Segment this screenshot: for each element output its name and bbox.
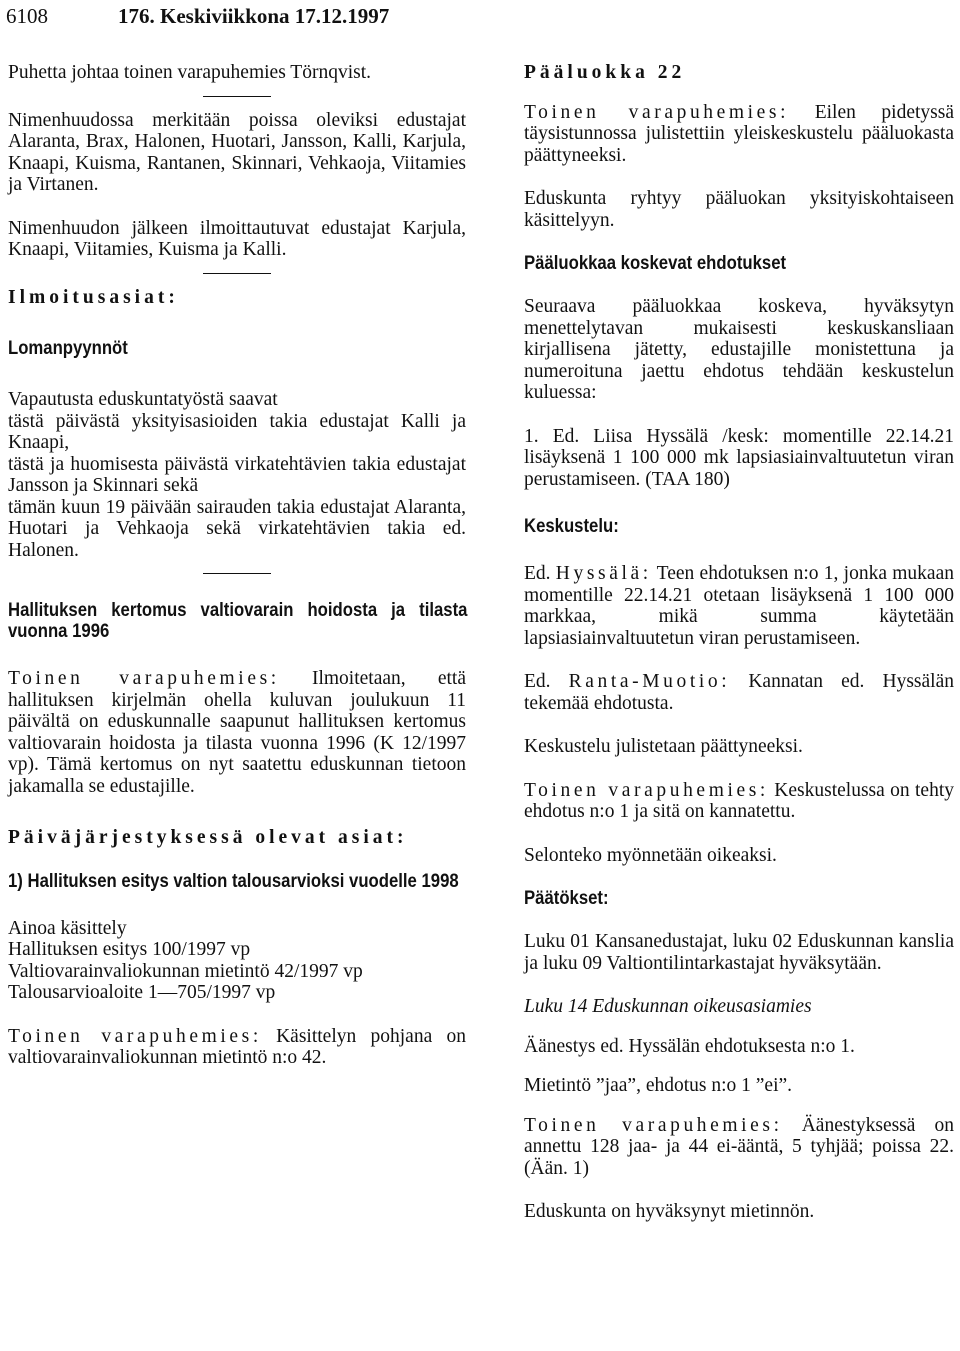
speech-paragraph (524, 102, 954, 167)
speech-text: Teen ehdotuksen n:o 1, jonka mukaan momentille 22.14.21 otetaan lisäyksenä 1 100 000 markkaa, mikä summa käytetään lapsiasiainvaltuutetun viran perustamiseen. (524, 563, 954, 649)
report-paragraph (8, 668, 466, 797)
procedure-paragraph: Eduskunta ryhtyy pääluokan yksityiskohtaiseen käsittelyyn. (524, 188, 954, 231)
agenda-detail: Ainoa käsittely (8, 917, 127, 939)
roll-call-absent: Nimenhuudossa merkitään poissa oleviksi edustajat Alaranta, Brax, Halonen, Huotari, Jansson, Kalli, Karjula, Knaapi, Kuisma, Rantanen, Skinnari, Vehkaoja, Viitamies ja Virtanen. (8, 109, 466, 195)
discussion-heading: Keskustelu: (524, 516, 619, 537)
chapter-heading: Luku 14 Eduskunnan oikeusasiamies (524, 996, 812, 1017)
speaker-name: Toinen varapuhemies: (8, 668, 280, 689)
agenda-detail: Talousarvioaloite 1—705/1997 vp (8, 982, 276, 1003)
leave-item: tämän kuun 19 päivään sairauden takia edustajat Alaranta, Huotari ja Vehkaoja sekä virkatehtävien takia ed. Halonen. (8, 496, 466, 561)
session-date: 176. Keskiviikkona 17.12.1997 (118, 4, 390, 28)
speaker-name: Toinen varapuhemies: (524, 101, 790, 123)
procedure-paragraph: Selonteko myönnetään oikeaksi. (524, 844, 777, 866)
agenda-detail: Hallituksen esitys 100/1997 vp (8, 939, 251, 960)
agenda-paragraph (8, 1026, 466, 1069)
roll-call-late: Nimenhuudon jälkeen ilmoittautuvat edustajat Karjula, Knaapi, Viitamies, Kuisma ja Kalli. (8, 217, 466, 260)
leave-item: tästä ja huomisesta päivästä virkatehtävien takia edustajat Jansson ja Skinnari sekä (8, 453, 466, 496)
chair-note: Puhetta johtaa toinen varapuhemies Törnqvist. (8, 62, 372, 83)
agenda-detail: Valtiovarainvaliokunnan mietintö 42/1997 vp (8, 960, 363, 982)
title-prefix: Ed. (524, 563, 556, 584)
main-class-heading: Pääluokka 22 (524, 62, 686, 83)
report-text: Ilmoitetaan, että hallituksen kirjelmän ohella kuluvan joulukuun 11 päivältä on eduskunnalle saapunut hallituksen kertomus valtiovarain hoidosta ja tilasta vuonna 1996 (K 12/1997 vp). Tämä kertomus on nyt saatettu eduskunnan tietoon jakamalla se edustajille. (8, 668, 466, 797)
speaker-name: Toinen varapuhemies: (8, 1025, 262, 1047)
speech-text: Eilen pidetyssä täysistunnossa julistettiin yleiskeskustelu pääluokasta päättyneeksi. (524, 101, 954, 166)
procedure-paragraph: Keskustelu julistetaan päättyneeksi. (524, 736, 803, 757)
subheading-leave-requests: Lomanpyynnöt (8, 338, 128, 359)
left-column (8, 62, 466, 1069)
speech-paragraph (524, 563, 954, 649)
leave-item: tästä päivästä yksityisasioiden takia edustajat Kalli ja Knaapi, (8, 410, 466, 453)
speech-text: Kannatan ed. Hyssälän tekemää ehdotusta. (524, 671, 954, 714)
agenda-item-title: 1) Hallituksen esitys valtion talousarvioksi vuodelle 1998 (8, 870, 459, 892)
speaker-name: Toinen varapuhemies: (524, 1114, 783, 1136)
speech-paragraph (524, 1115, 954, 1180)
divider (203, 96, 271, 97)
page-header (6, 4, 954, 34)
speaker-name: Hyssälä: (555, 563, 652, 584)
vote-paragraph: Äänestys ed. Hyssälän ehdotuksesta n:o 1. (524, 1035, 855, 1057)
proposal-item: 1. Ed. Liisa Hyssälä /kesk: momentille 22.14.21 lisäyksenä 1 100 000 mk lapsiasiainvaltuutetun viran perustamiseen. (TAA 180) (524, 425, 954, 490)
divider (203, 573, 271, 574)
divider (203, 273, 271, 274)
speaker-name: Toinen varapuhemies: (524, 779, 769, 801)
decisions-heading: Päätökset: (524, 888, 609, 909)
section-heading-agenda: Päiväjärjestyksessä olevat asiat: (8, 827, 408, 848)
section-heading-notices: Ilmoitusasiat: (8, 286, 179, 308)
speech-paragraph (524, 780, 954, 823)
speech-text: Äänestyksessä on annettu 128 jaa- ja 44 ei-ääntä, 5 tyhjää; poissa 22. (Ään. 1) (524, 1114, 954, 1179)
right-column (524, 62, 954, 1223)
procedure-paragraph: Eduskunta on hyväksynyt mietinnön. (524, 1201, 815, 1222)
page-number: 6108 (6, 4, 48, 28)
vote-paragraph: Mietintö ”jaa”, ehdotus n:o 1 ”ei”. (524, 1075, 793, 1096)
agenda-text: Käsittelyn pohjana on valtiovarainvaliokunnan mietintö n:o 42. (8, 1025, 466, 1068)
decision-paragraph: Luku 01 Kansanedustajat, luku 02 Eduskunnan kanslia ja luku 09 Valtiontilintarkastajat hyväksytään. (524, 931, 954, 974)
leave-intro: Vapautusta eduskuntatyöstä saavat (8, 389, 278, 410)
speaker-name: Ranta-Muotio: (568, 671, 731, 692)
speech-paragraph (524, 671, 954, 714)
report-title: Hallituksen kertomus valtiovarain hoidosta ja tilasta vuonna 1996 (8, 600, 468, 642)
title-prefix: Ed. (524, 671, 569, 692)
proposals-heading: Pääluokkaa koskevat ehdotukset (524, 253, 787, 274)
procedure-paragraph: Seuraava pääluokkaa koskeva, hyväksytyn menettelytavan mukaisesti keskuskansliaan kirjallisena jätetty, edustajille monistettuna ja numeroituna jaettu ehdotus tehdään keskustelun kuluessa: (524, 296, 954, 403)
speech-text: Keskustelussa on tehty ehdotus n:o 1 ja sitä on kannatettu. (524, 779, 954, 822)
